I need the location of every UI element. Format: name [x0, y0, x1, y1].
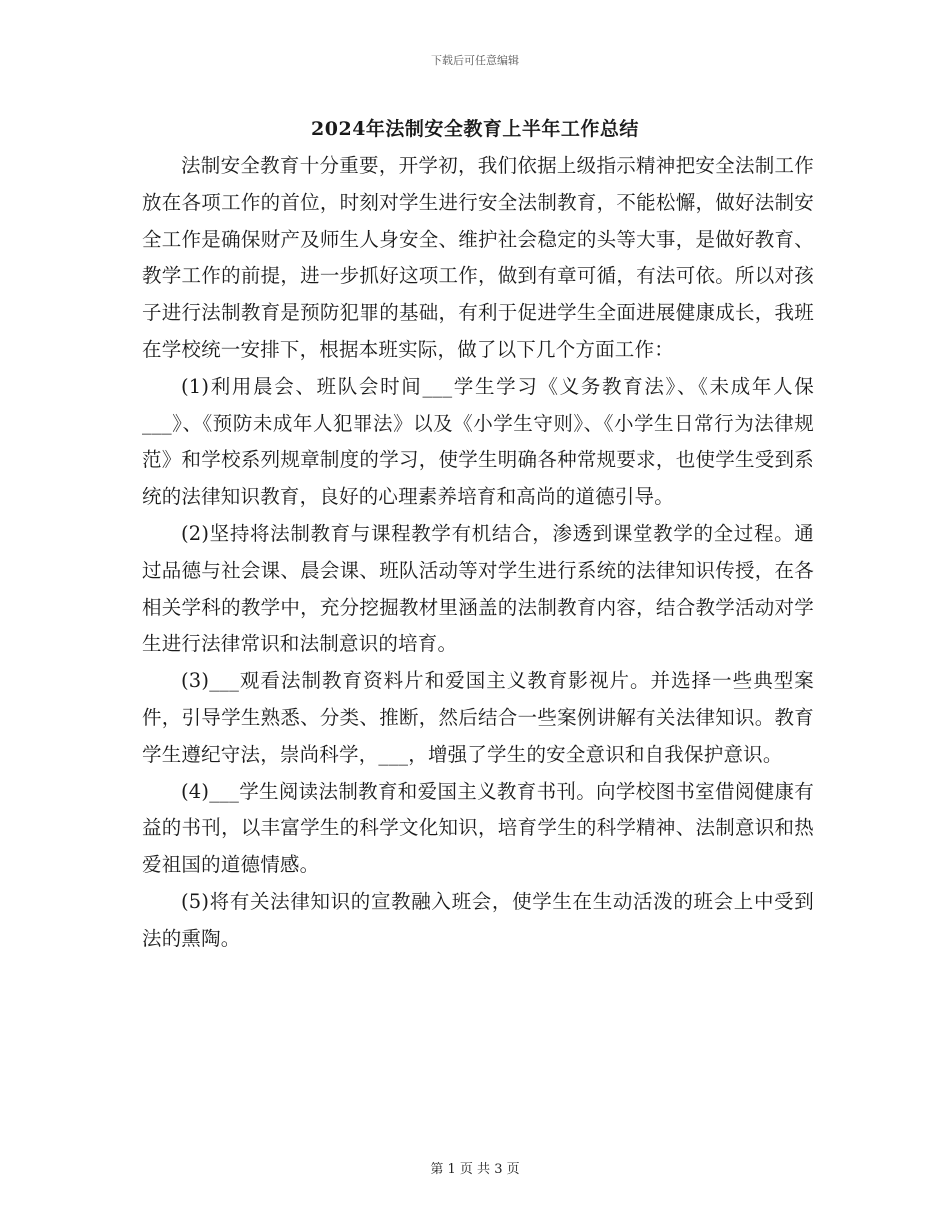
- paragraph-item-3: (3)___观看法制教育资料片和爱国主义教育影视片。并选择一些典型案件，引导学生熟悉、分类、推断，然后结合一些案例讲解有关法律知识。教育学生遵纪守法，崇尚科学，___，增强了学生的安全意识和自我保护意识。: [142, 669, 814, 766]
- document-body: [142, 148, 814, 958]
- paragraph-item-1: (1)利用晨会、班队会时间___学生学习《义务教育法》、《未成年人保___》、《预防未成年人犯罪法》以及《小学生守则》、《小学生日常行为法律规范》和学校系列规章制度的学习，使学生明确各种常规要求，也使学生受到系统的法律知识教育，良好的心理素养培育和高尚的道德引导。: [142, 374, 814, 509]
- paragraph-item-4: (4)___学生阅读法制教育和爱国主义教育书刊。向学校图书室借阅健康有益的书刊，以丰富学生的科学文化知识，培育学生的科学精神、法制意识和热爱祖国的道德情感。: [142, 779, 814, 877]
- paragraph-item-5: (5)将有关法律知识的宣教融入班会，使学生在生动活泼的班会上中受到法的熏陶。: [142, 889, 814, 950]
- document-title: 2024年法制安全教育上半年工作总结: [311, 118, 639, 140]
- paragraph-item-2: (2)坚持将法制教育与课程教学有机结合，渗透到课堂教学的全过程。通过品德与社会课、晨会课、班队活动等对学生进行系统的法律知识传授，在各相关学科的教学中，充分挖掘教材里涵盖的法制教育内容，结合教学活动对学生进行法律常识和法制意识的培育。: [142, 521, 814, 656]
- paragraph-intro: 法制安全教育十分重要，开学初，我们依据上级指示精神把安全法制工作放在各项工作的首位，时刻对学生进行安全法制教育，不能松懈，做好法制安全工作是确保财产及师生人身安全、维护社会稳定的头等大事，是做好教育、教学工作的前提，进一步抓好这项工作，做到有章可循，有法可依。所以对孩子进行法制教育是预防犯罪的基础，有利于促进学生全面进展健康成长，我班在学校统一安排下，根据本班实际，做了以下几个方面工作：: [142, 154, 814, 361]
- page-number-footer: 第 1 页 共 3 页: [430, 1162, 520, 1177]
- header-note: 下载后可任意编辑: [431, 54, 519, 67]
